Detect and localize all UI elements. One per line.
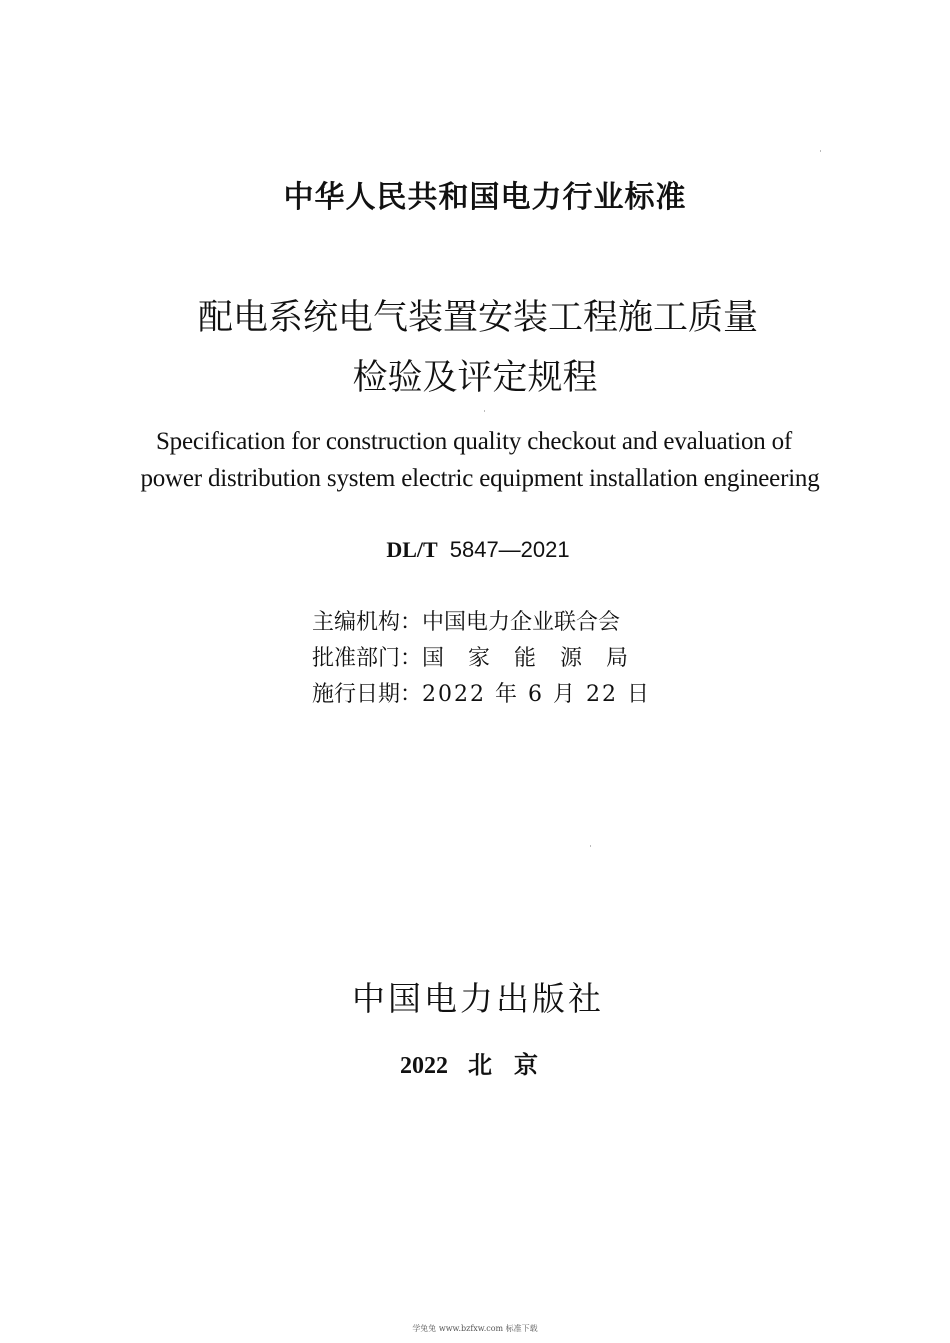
scan-speck xyxy=(820,150,821,152)
publisher-name: 中国电力出版社 xyxy=(352,979,604,1018)
meta-approver-label: 批准部门： xyxy=(312,646,423,671)
standard-code-number: 5847—2021 xyxy=(449,537,570,562)
chinese-title-line-2: 检验及评定规程 xyxy=(352,358,598,398)
meta-approver-row xyxy=(312,641,652,672)
standard-code-prefix: DL/T xyxy=(386,537,438,562)
meta-effective-date-label: 施行日期： xyxy=(312,682,423,707)
meta-editor-value: 中国电力企业联合会 xyxy=(422,610,621,635)
meta-approver-value: 国家能源局 xyxy=(422,646,653,671)
publication-city: 北京 xyxy=(468,1051,560,1079)
publication-year: 2022 xyxy=(400,1053,448,1079)
english-title-line-2: power distribution system electric equipment installation engineering xyxy=(140,465,820,492)
chinese-title-line-1: 配电系统电气装置安装工程施工质量 xyxy=(197,298,758,338)
scan-speck xyxy=(484,410,485,412)
footer-watermark: 学兔兔 www.bzfxw.com 标准下载 xyxy=(412,1324,538,1333)
meta-effective-date-value: 2022 年 6 月 22 日 xyxy=(422,682,651,707)
english-title-line-1: Specification for construction quality checkout and evaluation of xyxy=(155,428,793,455)
meta-effective-date-row xyxy=(312,677,651,708)
standard-category-heading: 中华人民共和国电力行业标准 xyxy=(283,180,687,215)
publication-year-city xyxy=(5,1045,950,1080)
scan-speck xyxy=(590,845,591,847)
meta-editor-label: 主编机构： xyxy=(312,610,423,635)
standard-code xyxy=(3,537,950,563)
meta-editor-row xyxy=(312,605,620,636)
